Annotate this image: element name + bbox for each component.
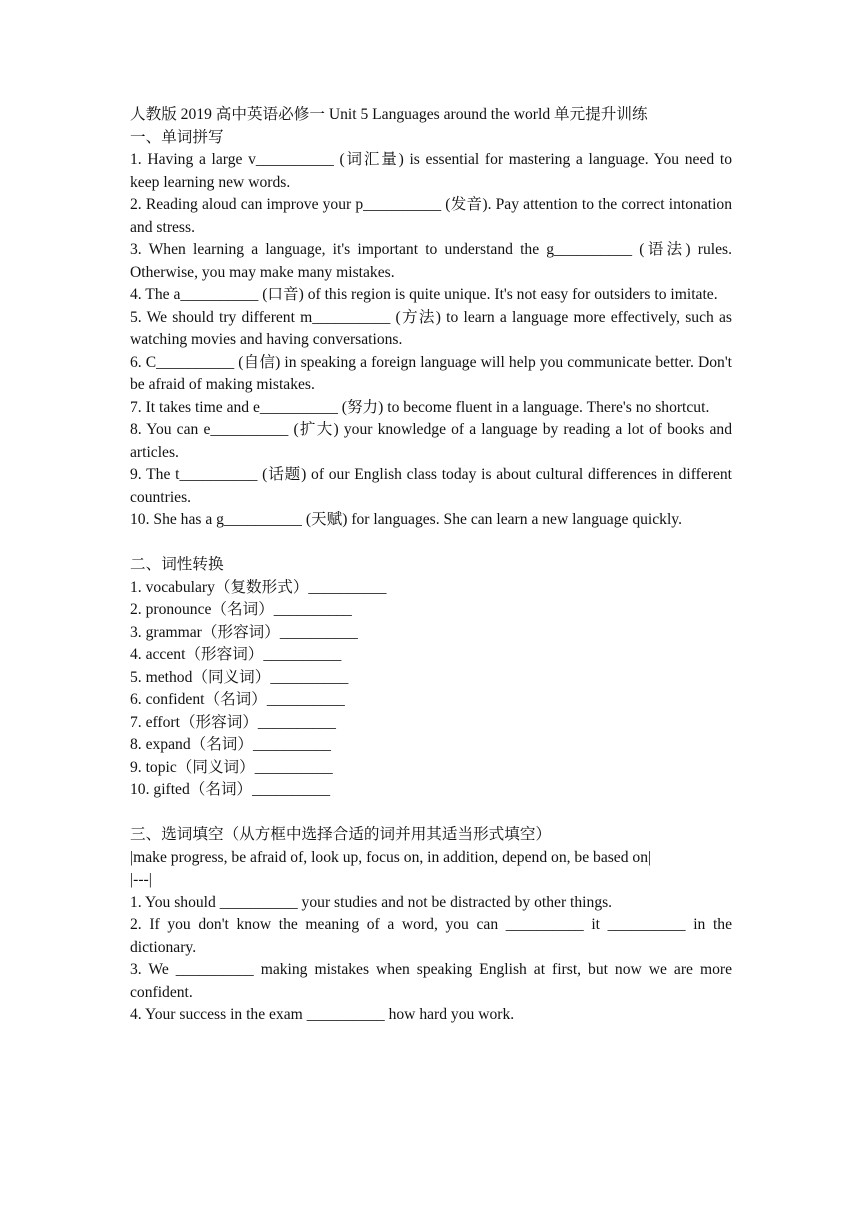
conversion-question-2: 2. pronounce（名词）__________ [130, 601, 352, 618]
section-3-heading: 三、选词填空（从方框中选择合适的词并用其适当形式填空） [130, 826, 552, 843]
section-spacer [130, 802, 732, 825]
fill-question-3: 3. We __________ making mistakes when speaking English at first, but now we are more confident. [130, 961, 732, 1001]
fill-question-1: 1. You should __________ your studies and not be distracted by other things. [130, 893, 613, 911]
spelling-question-6: 6. C__________ (自信) in speaking a foreign language will help you communicate better. Don't be afraid of making mistakes. [130, 353, 732, 393]
conversion-question-4: 4. accent（形容词）__________ [130, 646, 342, 663]
spelling-question-1: 1. Having a large v__________ (词汇量) is essential for mastering a language. You need to keep learning new words. [130, 151, 732, 191]
conversion-question-6: 6. confident（名词）__________ [130, 691, 345, 708]
section-1-heading: 一、单词拼写 [130, 128, 224, 146]
document-title: 人教版 2019 高中英语必修一 Unit 5 Languages around the world 单元提升训练 [130, 106, 648, 123]
conversion-question-10: 10. gifted（名词）__________ [130, 781, 331, 798]
fill-question-2: 2. If you don't know the meaning of a word, you can __________ it __________ in the dictionary. [130, 916, 732, 956]
section-spacer [130, 532, 732, 555]
document-content [130, 104, 732, 1027]
spelling-question-8: 8. You can e__________ (扩大) your knowledge of a language by reading a lot of books and articles. [130, 421, 732, 461]
word-box-separator: |---| [130, 871, 152, 888]
spelling-question-3: 3. When learning a language, it's important to understand the g__________ (语法) rules. Otherwise, you may make many mistakes. [130, 241, 732, 281]
spelling-question-7: 7. It takes time and e__________ (努力) to become fluent in a language. There's no shortcut. [130, 398, 710, 416]
fill-question-4: 4. Your success in the exam __________ how hard you work. [130, 1006, 515, 1023]
spelling-question-4: 4. The a__________ (口音) of this region is quite unique. It's not easy for outsiders to imitate. [130, 286, 718, 303]
conversion-question-3: 3. grammar（形容词）__________ [130, 623, 358, 641]
spelling-question-2: 2. Reading aloud can improve your p__________ (发音). Pay attention to the correct intonation and stress. [130, 196, 732, 236]
spelling-question-5: 5. We should try different m__________ (方法) to learn a language more effectively, such as watching movies and having conversations. [130, 308, 732, 348]
spelling-question-9: 9. The t__________ (话题) of our English class today is about cultural differences in different countries. [130, 466, 732, 506]
spelling-question-10: 10. She has a g__________ (天赋) for languages. She can learn a new language quickly. [130, 511, 682, 528]
conversion-question-1: 1. vocabulary（复数形式）__________ [130, 578, 387, 596]
conversion-question-8: 8. expand（名词）__________ [130, 736, 331, 753]
conversion-question-7: 7. effort（形容词）__________ [130, 713, 336, 731]
word-box: |make progress, be afraid of, look up, focus on, in addition, depend on, be based on| [130, 848, 652, 866]
section-2-heading: 二、词性转换 [130, 556, 224, 573]
conversion-question-9: 9. topic（同义词）__________ [130, 758, 333, 776]
conversion-question-5: 5. method（同义词）__________ [130, 668, 349, 686]
